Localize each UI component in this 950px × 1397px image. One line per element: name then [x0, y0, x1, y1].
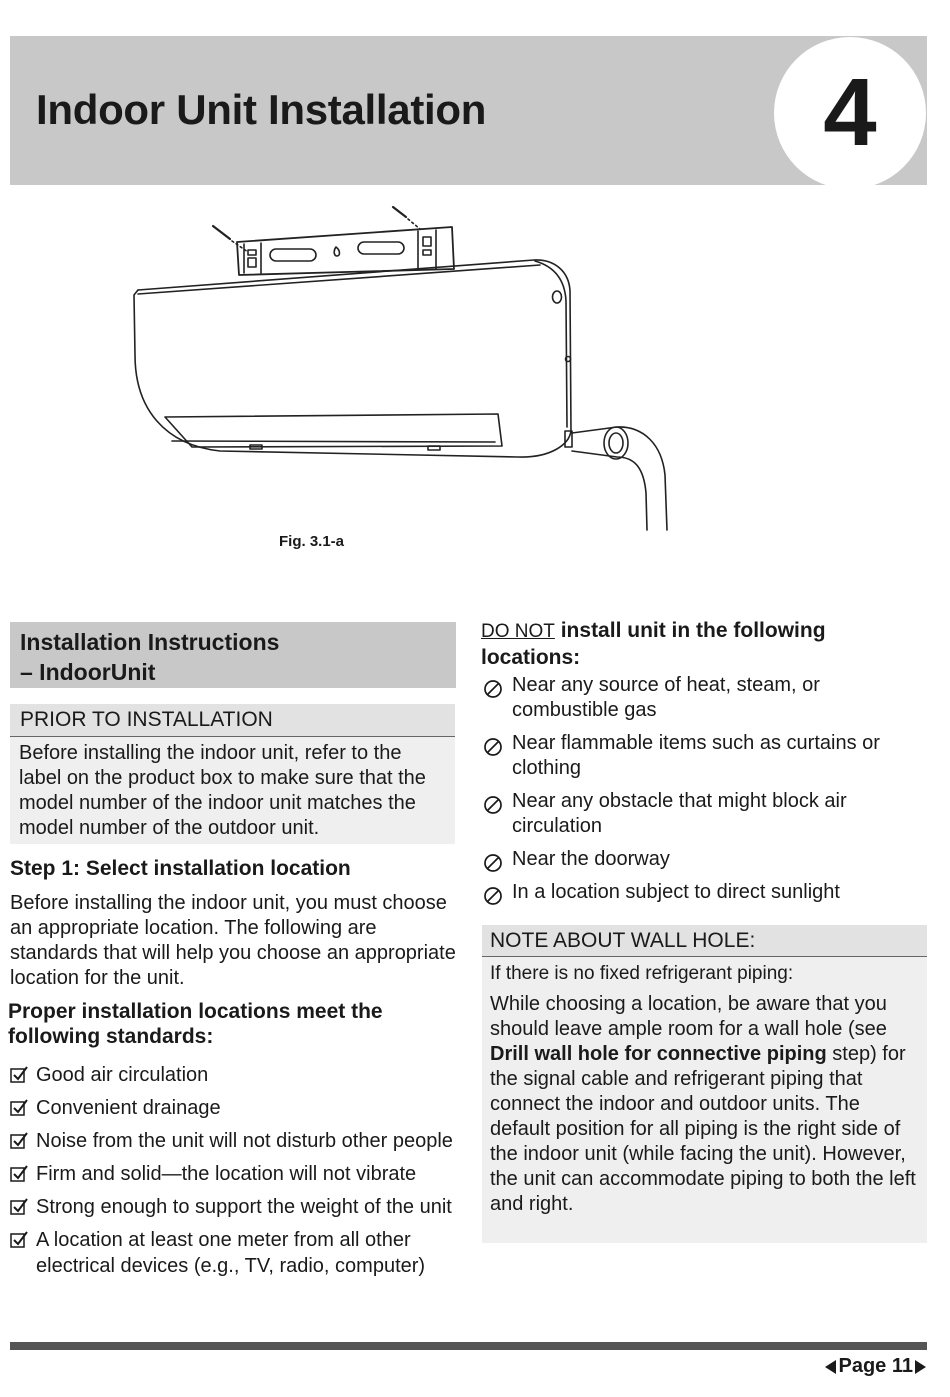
- checkbox-checked-icon: [10, 1131, 30, 1151]
- note-body: [482, 986, 927, 1217]
- list-item: [10, 1095, 460, 1121]
- prior-body: Before installing the indoor unit, refer to the label on the product box to make sure that the model number of the indoor unit matches the model number of the outdoor unit.: [19, 742, 426, 839]
- checkbox-checked-icon: [10, 1065, 30, 1085]
- do-not-title: [481, 618, 921, 671]
- do-not-label: DO NOT: [481, 621, 555, 642]
- list-item: [10, 1227, 460, 1279]
- prohibited-text: Near any obstacle that might block air circulation: [512, 790, 847, 837]
- page-navigation: [825, 1355, 926, 1378]
- checkbox-checked-icon: [10, 1098, 30, 1118]
- figure-caption: Fig. 3.1-a: [279, 533, 345, 550]
- air-conditioner-indoor-unit-illustration: [120, 195, 700, 540]
- checkbox-checked-icon: [10, 1197, 30, 1217]
- next-page-arrow-icon[interactable]: [915, 1360, 926, 1374]
- standard-text: Good air circulation: [36, 1064, 209, 1086]
- page-title: Indoor Unit Installation: [36, 86, 487, 133]
- list-item: [483, 673, 923, 723]
- standard-text: A location at least one meter from all other electrical devices (e.g., TV, radio, computer): [36, 1229, 426, 1277]
- list-item: [483, 789, 923, 839]
- note-body-start: While choosing a location, be aware that you should leave ample room for a wall hole (see: [490, 993, 887, 1040]
- prohibited-text: Near the doorway: [512, 848, 670, 870]
- wall-hole-note-box: [482, 925, 927, 1243]
- chapter-number: 4: [774, 37, 926, 189]
- note-body-end: step) for the signal cable and refrigerant piping that connect the indoor and outdoor units. The default position for all piping is the right side of the indoor unit (while facing the unit). However, the unit can accommodate piping to both the left and right.: [490, 1043, 916, 1215]
- list-item: [10, 1128, 460, 1154]
- proper-locations-title: Proper installation locations meet the following standards:: [8, 1000, 383, 1048]
- list-item: [10, 1062, 460, 1088]
- standard-text: Strong enough to support the weight of the unit: [36, 1196, 452, 1218]
- note-heading: NOTE ABOUT WALL HOLE:: [482, 925, 927, 957]
- section-title-line-2: – IndoorUnit: [20, 659, 156, 685]
- footer-divider: [10, 1342, 927, 1350]
- standard-text: Noise from the unit will not disturb other people: [36, 1130, 453, 1152]
- list-item: [483, 731, 923, 781]
- checkbox-checked-icon: [10, 1230, 30, 1250]
- standard-text: Convenient drainage: [36, 1097, 221, 1119]
- step-1-title: Step 1: Select installation location: [10, 857, 351, 880]
- prior-heading: PRIOR TO INSTALLATION: [10, 704, 455, 737]
- note-subheading: If there is no fixed refrigerant piping:: [490, 963, 794, 984]
- prohibited-icon: [483, 853, 503, 873]
- list-item: [483, 880, 923, 905]
- prohibited-icon: [483, 795, 503, 815]
- prohibited-text: Near any source of heat, steam, or combustible gas: [512, 674, 820, 721]
- checkbox-checked-icon: [10, 1164, 30, 1184]
- list-item: [10, 1194, 460, 1220]
- previous-page-arrow-icon[interactable]: [825, 1360, 836, 1374]
- prohibited-text: In a location subject to direct sunlight: [512, 881, 840, 903]
- prohibited-icon: [483, 737, 503, 757]
- section-title-line-1: Installation Instructions: [20, 629, 280, 655]
- prohibited-locations-list: [483, 673, 923, 913]
- prior-to-installation-box: [10, 704, 455, 844]
- prohibited-text: Near flammable items such as curtains or clothing: [512, 732, 880, 779]
- page-header: [10, 36, 927, 185]
- standards-checklist: [10, 1062, 460, 1286]
- note-body-emphasis: Drill wall hole for connective piping: [490, 1043, 827, 1065]
- list-item: [483, 847, 923, 872]
- page-number: Page 11: [838, 1355, 913, 1377]
- prohibited-icon: [483, 679, 503, 699]
- list-item: [10, 1161, 460, 1187]
- prohibited-icon: [483, 886, 503, 906]
- step-1-body: Before installing the indoor unit, you must choose an appropriate location. The following are standards that will help you choose an appropriate location for the unit.: [10, 892, 456, 989]
- standard-text: Firm and solid—the location will not vibrate: [36, 1163, 417, 1185]
- do-not-title-text: install unit in the following locations:: [481, 619, 826, 669]
- section-title: [10, 622, 456, 688]
